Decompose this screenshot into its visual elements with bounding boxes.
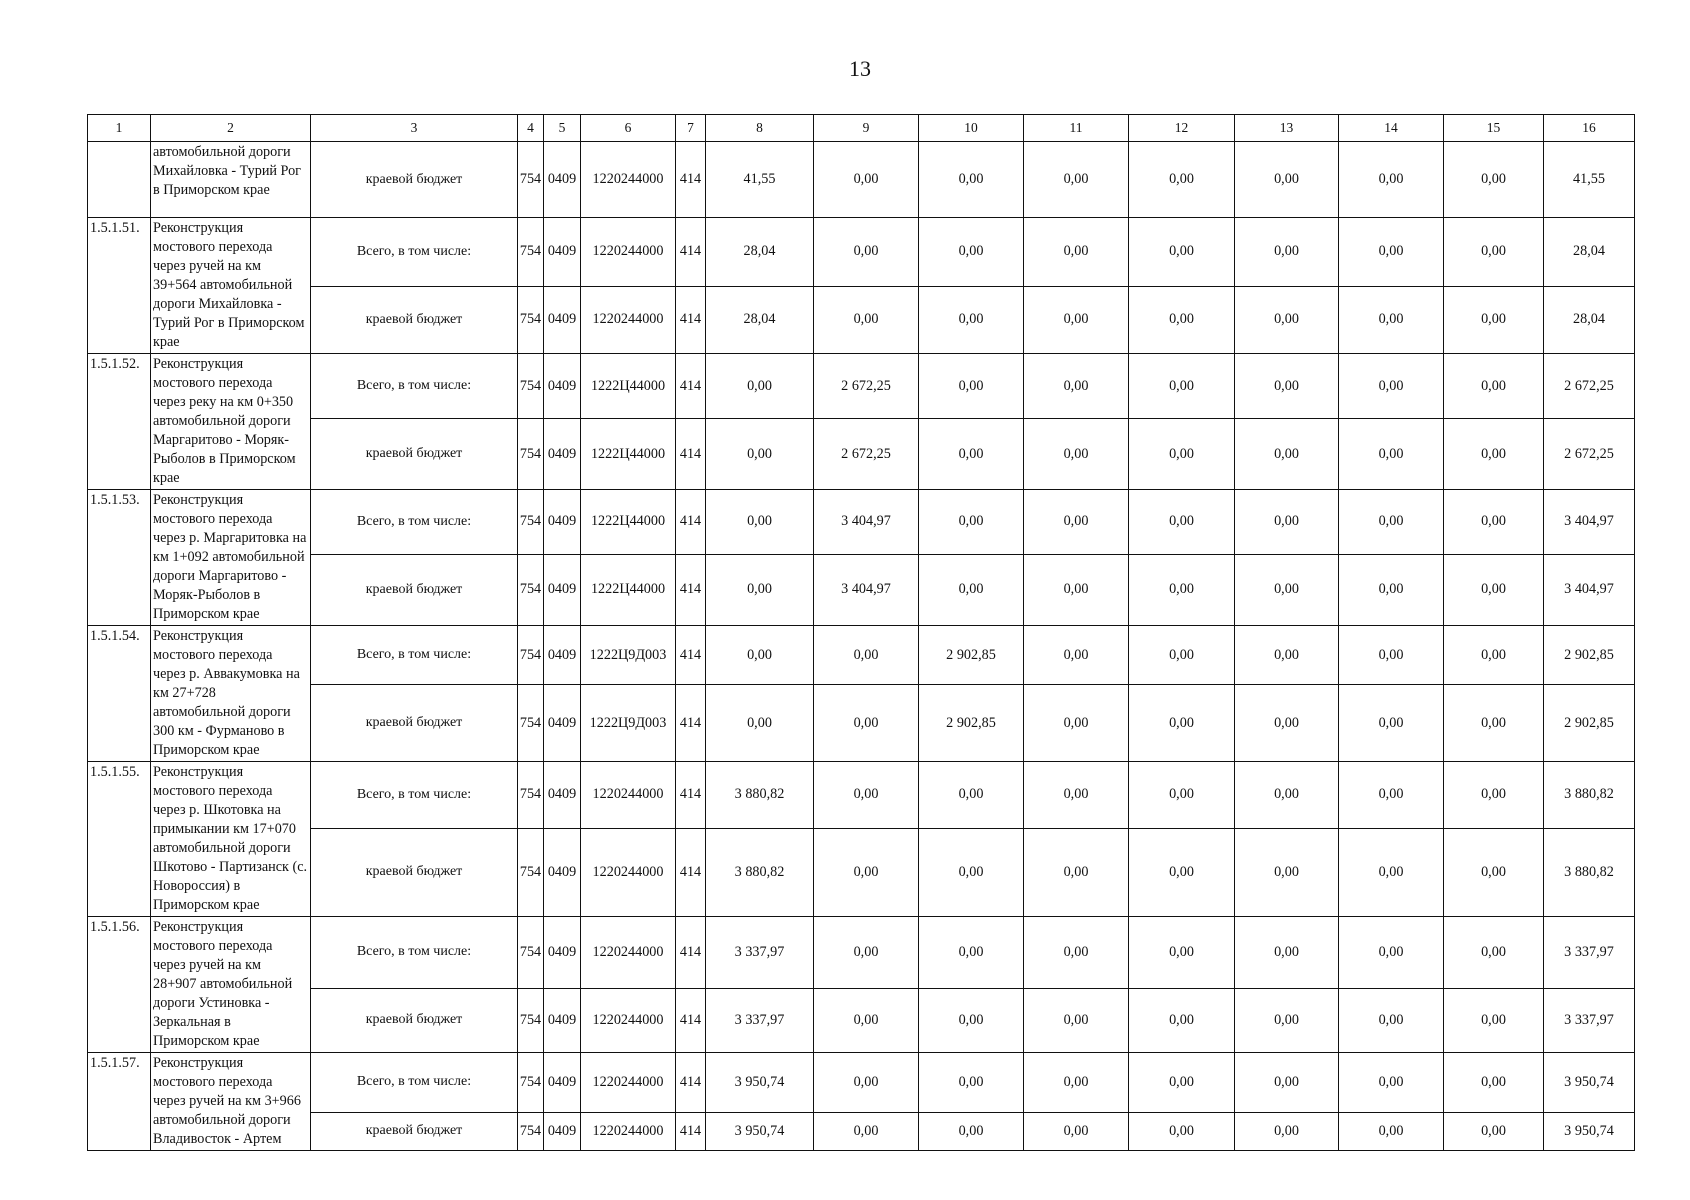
amount-cell: 0,00 <box>1339 762 1444 829</box>
table-row <box>88 419 1635 490</box>
code-grbs: 754 <box>518 685 544 762</box>
amount-cell: 0,00 <box>1024 685 1129 762</box>
amount-cell: 0,00 <box>1339 988 1444 1052</box>
code-grbs: 754 <box>518 762 544 829</box>
amount-cell: 0,00 <box>1129 142 1235 218</box>
code-expense-type: 414 <box>676 828 706 916</box>
header-cell: 4 <box>518 115 544 142</box>
header-cell: 7 <box>676 115 706 142</box>
code-grbs: 754 <box>518 828 544 916</box>
code-grbs: 754 <box>518 1053 544 1113</box>
header-cell: 6 <box>581 115 676 142</box>
funding-source: краевой бюджет <box>311 828 518 916</box>
funding-source: краевой бюджет <box>311 988 518 1052</box>
amount-cell: 0,00 <box>1129 917 1235 989</box>
code-expense-type: 414 <box>676 218 706 287</box>
amount-cell: 0,00 <box>919 917 1024 989</box>
amount-cell: 28,04 <box>1544 286 1635 354</box>
code-expense-type: 414 <box>676 490 706 555</box>
code-grbs: 754 <box>518 1112 544 1150</box>
table-row <box>88 286 1635 354</box>
amount-cell: 0,00 <box>1339 917 1444 989</box>
code-expense-type: 414 <box>676 762 706 829</box>
header-cell: 11 <box>1024 115 1129 142</box>
amount-cell: 3 404,97 <box>1544 554 1635 625</box>
amount-cell: 0,00 <box>1444 828 1544 916</box>
amount-cell: 0,00 <box>919 762 1024 829</box>
header-cell: 15 <box>1444 115 1544 142</box>
funding-source: Всего, в том числе: <box>311 490 518 555</box>
amount-cell: 3 337,97 <box>706 917 814 989</box>
table-row <box>88 917 1635 989</box>
amount-cell: 0,00 <box>1129 828 1235 916</box>
amount-cell: 0,00 <box>1235 917 1339 989</box>
amount-cell: 0,00 <box>1129 685 1235 762</box>
code-grbs: 754 <box>518 554 544 625</box>
amount-cell: 0,00 <box>1024 762 1129 829</box>
amount-cell: 0,00 <box>1339 554 1444 625</box>
code-target: 1220244000 <box>581 218 676 287</box>
amount-cell: 0,00 <box>1339 1112 1444 1150</box>
funding-source: краевой бюджет <box>311 419 518 490</box>
amount-cell: 0,00 <box>1339 490 1444 555</box>
code-section: 0409 <box>544 626 581 685</box>
amount-cell: 0,00 <box>1024 218 1129 287</box>
amount-cell: 3 880,82 <box>1544 828 1635 916</box>
amount-cell: 0,00 <box>1444 685 1544 762</box>
amount-cell: 0,00 <box>1444 286 1544 354</box>
amount-cell: 3 950,74 <box>706 1112 814 1150</box>
header-cell: 12 <box>1129 115 1235 142</box>
code-grbs: 754 <box>518 988 544 1052</box>
code-target: 1220244000 <box>581 988 676 1052</box>
amount-cell: 0,00 <box>1444 142 1544 218</box>
amount-cell: 0,00 <box>814 1053 919 1113</box>
amount-cell: 0,00 <box>1444 419 1544 490</box>
code-target: 1222Ц44000 <box>581 354 676 419</box>
code-section: 0409 <box>544 218 581 287</box>
amount-cell: 3 950,74 <box>1544 1053 1635 1113</box>
code-section: 0409 <box>544 354 581 419</box>
header-cell: 13 <box>1235 115 1339 142</box>
code-target: 1220244000 <box>581 286 676 354</box>
amount-cell: 0,00 <box>1339 828 1444 916</box>
amount-cell: 0,00 <box>1129 554 1235 625</box>
amount-cell: 0,00 <box>1339 1053 1444 1113</box>
amount-cell: 0,00 <box>706 626 814 685</box>
amount-cell: 0,00 <box>814 685 919 762</box>
amount-cell: 0,00 <box>814 917 919 989</box>
item-name: Реконструкция мостового перехода через р. Шкотовка на примыкании км 17+070 автомобильной дороги Шкотово - Партизанск (с. Новороссия) в Приморском крае <box>151 762 311 917</box>
amount-cell: 0,00 <box>814 626 919 685</box>
amount-cell: 0,00 <box>814 286 919 354</box>
code-grbs: 754 <box>518 286 544 354</box>
amount-cell: 3 404,97 <box>1544 490 1635 555</box>
code-target: 1220244000 <box>581 917 676 989</box>
amount-cell: 0,00 <box>1129 762 1235 829</box>
item-number: 1.5.1.57. <box>88 1053 151 1151</box>
amount-cell: 0,00 <box>1444 1053 1544 1113</box>
item-name: Реконструкция мостового перехода через ручей на км 39+564 автомобильной дороги Михайловка - Турий Рог в Приморском крае <box>151 218 311 354</box>
amount-cell: 0,00 <box>1339 218 1444 287</box>
amount-cell: 0,00 <box>1024 828 1129 916</box>
code-expense-type: 414 <box>676 419 706 490</box>
header-row <box>88 115 1635 142</box>
amount-cell: 0,00 <box>1339 419 1444 490</box>
table-row <box>88 354 1635 419</box>
table-row <box>88 218 1635 287</box>
amount-cell: 0,00 <box>919 828 1024 916</box>
code-target: 1222Ц44000 <box>581 490 676 555</box>
amount-cell: 0,00 <box>919 286 1024 354</box>
amount-cell: 0,00 <box>1444 1112 1544 1150</box>
amount-cell: 0,00 <box>1235 685 1339 762</box>
amount-cell: 0,00 <box>1444 554 1544 625</box>
code-expense-type: 414 <box>676 286 706 354</box>
table-row <box>88 1053 1635 1113</box>
amount-cell: 0,00 <box>1129 490 1235 555</box>
amount-cell: 0,00 <box>919 218 1024 287</box>
table-row <box>88 685 1635 762</box>
amount-cell: 0,00 <box>1235 218 1339 287</box>
code-section: 0409 <box>544 988 581 1052</box>
amount-cell: 0,00 <box>1024 419 1129 490</box>
amount-cell: 0,00 <box>1444 626 1544 685</box>
item-number: 1.5.1.53. <box>88 490 151 626</box>
header-cell: 2 <box>151 115 311 142</box>
code-target: 1220244000 <box>581 762 676 829</box>
item-number: 1.5.1.51. <box>88 218 151 354</box>
header-cell: 16 <box>1544 115 1635 142</box>
amount-cell: 0,00 <box>919 1112 1024 1150</box>
table-row <box>88 1112 1635 1150</box>
amount-cell: 0,00 <box>1129 354 1235 419</box>
amount-cell: 0,00 <box>1024 554 1129 625</box>
item-number: 1.5.1.55. <box>88 762 151 917</box>
amount-cell: 0,00 <box>919 490 1024 555</box>
funding-source: краевой бюджет <box>311 142 518 218</box>
code-section: 0409 <box>544 286 581 354</box>
amount-cell: 0,00 <box>1444 218 1544 287</box>
amount-cell: 0,00 <box>1235 286 1339 354</box>
amount-cell: 0,00 <box>1129 1112 1235 1150</box>
code-target: 1220244000 <box>581 1053 676 1113</box>
amount-cell: 0,00 <box>1024 490 1129 555</box>
code-section: 0409 <box>544 554 581 625</box>
code-section: 0409 <box>544 828 581 916</box>
amount-cell: 0,00 <box>1235 554 1339 625</box>
amount-cell: 2 902,85 <box>1544 626 1635 685</box>
table-row <box>88 828 1635 916</box>
table-row <box>88 490 1635 555</box>
funding-source: краевой бюджет <box>311 685 518 762</box>
amount-cell: 41,55 <box>706 142 814 218</box>
code-expense-type: 414 <box>676 685 706 762</box>
header-cell: 8 <box>706 115 814 142</box>
table-body <box>88 115 1635 1151</box>
funding-source: Всего, в том числе: <box>311 218 518 287</box>
code-expense-type: 414 <box>676 1112 706 1150</box>
amount-cell: 0,00 <box>919 988 1024 1052</box>
amount-cell: 0,00 <box>1339 142 1444 218</box>
amount-cell: 0,00 <box>706 685 814 762</box>
amount-cell: 0,00 <box>1129 988 1235 1052</box>
code-section: 0409 <box>544 142 581 218</box>
amount-cell: 0,00 <box>1444 917 1544 989</box>
amount-cell: 2 902,85 <box>919 626 1024 685</box>
amount-cell: 0,00 <box>1235 419 1339 490</box>
amount-cell: 3 880,82 <box>706 828 814 916</box>
amount-cell: 0,00 <box>1235 490 1339 555</box>
code-section: 0409 <box>544 490 581 555</box>
amount-cell: 0,00 <box>1444 762 1544 829</box>
amount-cell: 28,04 <box>706 218 814 287</box>
amount-cell: 0,00 <box>1339 354 1444 419</box>
code-target: 1220244000 <box>581 1112 676 1150</box>
item-name: автомобильной дороги Михайловка - Турий Рог в Приморском крае <box>151 142 311 218</box>
amount-cell: 0,00 <box>814 1112 919 1150</box>
amount-cell: 0,00 <box>919 142 1024 218</box>
amount-cell: 2 672,25 <box>814 419 919 490</box>
amount-cell: 0,00 <box>814 142 919 218</box>
amount-cell: 3 337,97 <box>706 988 814 1052</box>
amount-cell: 2 672,25 <box>1544 419 1635 490</box>
amount-cell: 0,00 <box>919 554 1024 625</box>
amount-cell: 0,00 <box>706 354 814 419</box>
item-name: Реконструкция мостового перехода через ручей на км 28+907 автомобильной дороги Устиновка - Зеркальная в Приморском крае <box>151 917 311 1053</box>
code-grbs: 754 <box>518 142 544 218</box>
code-section: 0409 <box>544 762 581 829</box>
amount-cell: 0,00 <box>1235 354 1339 419</box>
amount-cell: 0,00 <box>706 490 814 555</box>
funding-source: краевой бюджет <box>311 554 518 625</box>
amount-cell: 41,55 <box>1544 142 1635 218</box>
header-cell: 10 <box>919 115 1024 142</box>
code-expense-type: 414 <box>676 554 706 625</box>
code-target: 1222Ц9Д003 <box>581 685 676 762</box>
code-expense-type: 414 <box>676 354 706 419</box>
item-number: 1.5.1.54. <box>88 626 151 762</box>
header-cell: 14 <box>1339 115 1444 142</box>
amount-cell: 28,04 <box>706 286 814 354</box>
amount-cell: 0,00 <box>1235 828 1339 916</box>
item-number <box>88 142 151 218</box>
amount-cell: 2 902,85 <box>1544 685 1635 762</box>
funding-source: краевой бюджет <box>311 286 518 354</box>
amount-cell: 0,00 <box>706 419 814 490</box>
code-target: 1222Ц44000 <box>581 419 676 490</box>
funding-source: Всего, в том числе: <box>311 917 518 989</box>
amount-cell: 0,00 <box>1024 354 1129 419</box>
code-grbs: 754 <box>518 490 544 555</box>
table-row <box>88 988 1635 1052</box>
amount-cell: 0,00 <box>1024 1112 1129 1150</box>
funding-source: Всего, в том числе: <box>311 1053 518 1113</box>
amount-cell: 0,00 <box>1339 626 1444 685</box>
amount-cell: 0,00 <box>919 419 1024 490</box>
code-target: 1222Ц9Д003 <box>581 626 676 685</box>
amount-cell: 3 880,82 <box>1544 762 1635 829</box>
funding-source: Всего, в том числе: <box>311 626 518 685</box>
header-cell: 5 <box>544 115 581 142</box>
header-cell: 3 <box>311 115 518 142</box>
amount-cell: 0,00 <box>1444 988 1544 1052</box>
amount-cell: 0,00 <box>814 828 919 916</box>
code-expense-type: 414 <box>676 626 706 685</box>
amount-cell: 0,00 <box>1235 762 1339 829</box>
amount-cell: 0,00 <box>814 762 919 829</box>
table-row <box>88 762 1635 829</box>
code-grbs: 754 <box>518 354 544 419</box>
code-expense-type: 414 <box>676 1053 706 1113</box>
amount-cell: 3 337,97 <box>1544 988 1635 1052</box>
amount-cell: 0,00 <box>1129 286 1235 354</box>
code-grbs: 754 <box>518 419 544 490</box>
code-target: 1220244000 <box>581 142 676 218</box>
table-row <box>88 626 1635 685</box>
amount-cell: 0,00 <box>1024 626 1129 685</box>
amount-cell: 0,00 <box>1235 988 1339 1052</box>
code-grbs: 754 <box>518 626 544 685</box>
item-name: Реконструкция мостового перехода через ручей на км 3+966 автомобильной дороги Владивосток - Артем <box>151 1053 311 1151</box>
table-row <box>88 142 1635 218</box>
code-expense-type: 414 <box>676 142 706 218</box>
code-section: 0409 <box>544 917 581 989</box>
amount-cell: 0,00 <box>1444 490 1544 555</box>
amount-cell: 0,00 <box>919 354 1024 419</box>
amount-cell: 3 950,74 <box>706 1053 814 1113</box>
amount-cell: 0,00 <box>1235 626 1339 685</box>
amount-cell: 0,00 <box>706 554 814 625</box>
amount-cell: 0,00 <box>1024 1053 1129 1113</box>
code-section: 0409 <box>544 685 581 762</box>
amount-cell: 3 950,74 <box>1544 1112 1635 1150</box>
code-target: 1220244000 <box>581 828 676 916</box>
amount-cell: 3 880,82 <box>706 762 814 829</box>
item-number: 1.5.1.56. <box>88 917 151 1053</box>
amount-cell: 28,04 <box>1544 218 1635 287</box>
amount-cell: 0,00 <box>1129 419 1235 490</box>
amount-cell: 0,00 <box>1339 286 1444 354</box>
amount-cell: 0,00 <box>1024 286 1129 354</box>
amount-cell: 0,00 <box>814 988 919 1052</box>
funding-source: Всего, в том числе: <box>311 354 518 419</box>
amount-cell: 0,00 <box>1235 1112 1339 1150</box>
item-name: Реконструкция мостового перехода через р. Маргаритовка на км 1+092 автомобильной дороги Маргаритово - Моряк-Рыболов в Приморском крае <box>151 490 311 626</box>
code-section: 0409 <box>544 1112 581 1150</box>
amount-cell: 3 404,97 <box>814 490 919 555</box>
code-grbs: 754 <box>518 917 544 989</box>
amount-cell: 3 404,97 <box>814 554 919 625</box>
funding-source: Всего, в том числе: <box>311 762 518 829</box>
amount-cell: 3 337,97 <box>1544 917 1635 989</box>
table-row <box>88 554 1635 625</box>
amount-cell: 0,00 <box>1024 988 1129 1052</box>
item-number: 1.5.1.52. <box>88 354 151 490</box>
amount-cell: 0,00 <box>1024 917 1129 989</box>
page-number: 13 <box>849 56 871 81</box>
code-target: 1222Ц44000 <box>581 554 676 625</box>
amount-cell: 0,00 <box>919 1053 1024 1113</box>
code-expense-type: 414 <box>676 917 706 989</box>
amount-cell: 0,00 <box>1024 142 1129 218</box>
amount-cell: 2 902,85 <box>919 685 1024 762</box>
code-section: 0409 <box>544 419 581 490</box>
header-cell: 1 <box>88 115 151 142</box>
amount-cell: 2 672,25 <box>814 354 919 419</box>
item-name: Реконструкция мостового перехода через р. Аввакумовка на км 27+728 автомобильной дороги 300 км - Фурманово в Приморском крае <box>151 626 311 762</box>
item-name: Реконструкция мостового перехода через реку на км 0+350 автомобильной дороги Маргаритово - Моряк-Рыболов в Приморском крае <box>151 354 311 490</box>
amount-cell: 0,00 <box>1235 142 1339 218</box>
funding-source: краевой бюджет <box>311 1112 518 1150</box>
amount-cell: 0,00 <box>1129 218 1235 287</box>
code-expense-type: 414 <box>676 988 706 1052</box>
amount-cell: 0,00 <box>814 218 919 287</box>
amount-cell: 2 672,25 <box>1544 354 1635 419</box>
amount-cell: 0,00 <box>1129 1053 1235 1113</box>
budget-table <box>87 114 1635 1151</box>
amount-cell: 0,00 <box>1235 1053 1339 1113</box>
header-cell: 9 <box>814 115 919 142</box>
amount-cell: 0,00 <box>1444 354 1544 419</box>
amount-cell: 0,00 <box>1339 685 1444 762</box>
code-section: 0409 <box>544 1053 581 1113</box>
code-grbs: 754 <box>518 218 544 287</box>
amount-cell: 0,00 <box>1129 626 1235 685</box>
